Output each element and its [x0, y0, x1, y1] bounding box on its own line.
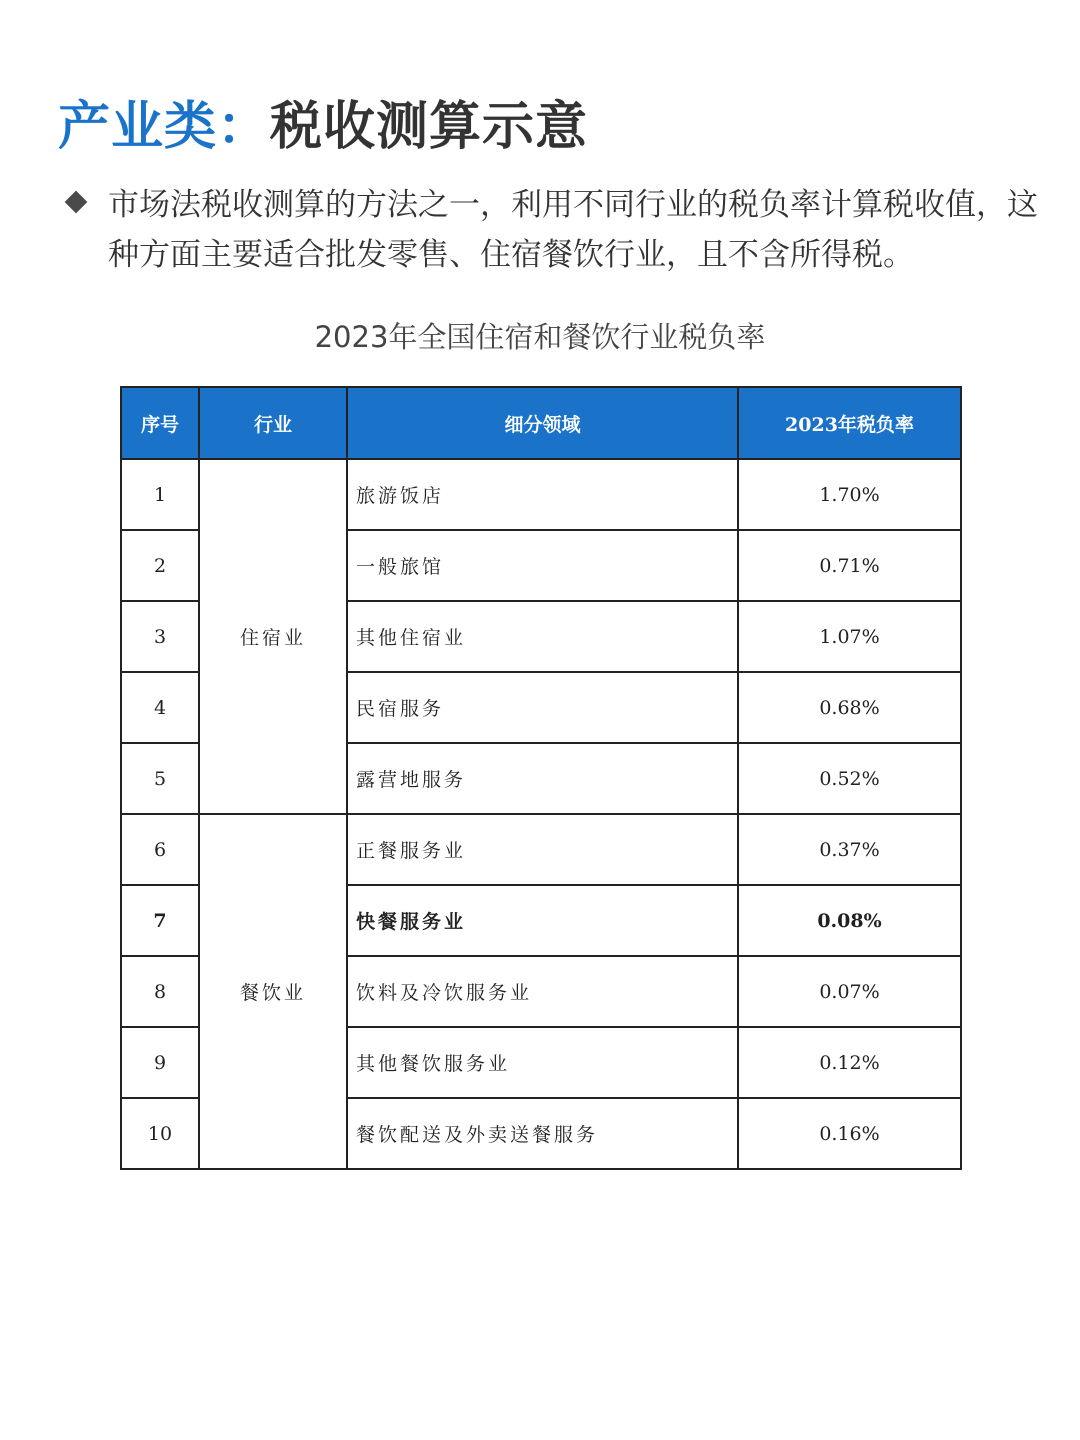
bullet-text: 市场法税收测算的方法之一，利用不同行业的税负率计算税收值，这种方面主要适合批发零售、住宿餐饮行业，且不含所得税。: [108, 187, 1038, 273]
tax-rate-table: [120, 386, 962, 1170]
row-no: 1: [121, 459, 199, 530]
tax-rate-cell: 0.12%: [738, 1027, 961, 1098]
row-no: 4: [121, 672, 199, 743]
row-no: 7: [121, 885, 199, 956]
sub-area-cell: 其他住宿业: [347, 601, 738, 672]
tax-rate-cell: 0.52%: [738, 743, 961, 814]
sub-area-cell: 旅游饭店: [347, 459, 738, 530]
tax-rate-cell: 0.68%: [738, 672, 961, 743]
header-no: 序号: [121, 387, 199, 459]
sub-area-cell: 其他餐饮服务业: [347, 1027, 738, 1098]
sub-area-cell: 民宿服务: [347, 672, 738, 743]
row-no: 3: [121, 601, 199, 672]
sub-area-cell: 露营地服务: [347, 743, 738, 814]
sub-area-cell: 一般旅馆: [347, 530, 738, 601]
header-sub-area: 细分领域: [347, 387, 738, 459]
industry-cell: 餐饮业: [199, 814, 347, 1169]
header-tax-rate: 2023年税负率: [738, 387, 961, 459]
tax-rate-cell: 0.71%: [738, 530, 961, 601]
table-row: [121, 814, 961, 885]
table-row: [121, 459, 961, 530]
sub-area-cell: 快餐服务业: [347, 885, 738, 956]
header-industry: 行业: [199, 387, 347, 459]
row-no: 2: [121, 530, 199, 601]
sub-area-cell: 饮料及冷饮服务业: [347, 956, 738, 1027]
page-title-topic: 税收测算示意: [270, 97, 589, 157]
row-no: 10: [121, 1098, 199, 1169]
row-no: 9: [121, 1027, 199, 1098]
tax-rate-cell: 0.08%: [738, 885, 961, 956]
tax-rate-cell: 0.37%: [738, 814, 961, 885]
industry-cell: 住宿业: [199, 459, 347, 814]
tax-rate-cell: 1.70%: [738, 459, 961, 530]
row-no: 8: [121, 956, 199, 1027]
table-header-row: [121, 387, 961, 459]
tax-rate-cell: 0.16%: [738, 1098, 961, 1169]
table-title: 2023年全国住宿和餐饮行业税负率: [314, 320, 766, 354]
diamond-bullet-icon: [65, 191, 88, 214]
row-no: 6: [121, 814, 199, 885]
tax-rate-cell: 1.07%: [738, 601, 961, 672]
tax-rate-cell: 0.07%: [738, 956, 961, 1027]
page-title-category: 产业类：: [58, 97, 271, 157]
row-no: 5: [121, 743, 199, 814]
sub-area-cell: 正餐服务业: [347, 814, 738, 885]
page-title: [58, 92, 588, 162]
sub-area-cell: 餐饮配送及外卖送餐服务: [347, 1098, 738, 1169]
